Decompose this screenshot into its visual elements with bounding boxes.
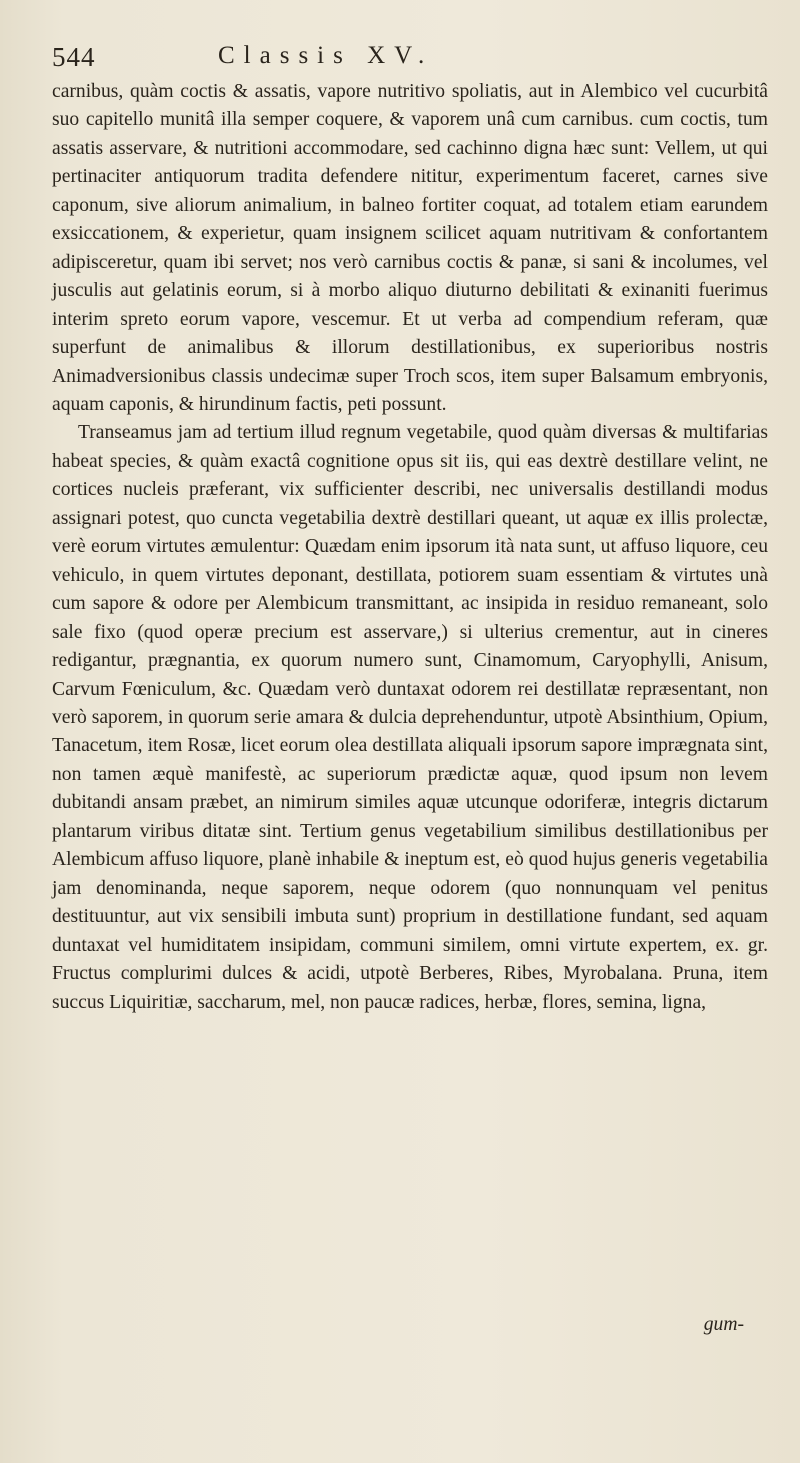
running-head: Classis XV. — [218, 42, 434, 69]
paragraph: Transeamus jam ad tertium illud regnum vegetabile, quod quàm diversas & multifarias habeat species, & quàm exactâ cognitione opus sit iis, qui eas dextrè destillare velint, ne cortices nucleis præferant, vix sufficienter describi, nec universalis destillandi modus assignari potest, quo cuncta vegetabilia dextrè destillari queant, ut aquæ ex illis prolectæ, verè eorum virtutes æmulentur: Quædam enim ipsorum ità nata sunt, ut affuso liquore, ceu vehiculo, in quem virtutes deponant, destillata, potiorem suam essentiam & virtutes unà cum sapore & odore per Alembicum transmittant, ac insipida in residuo remaneant, solo sale fixo (quod operæ precium est asservare,) si ulterius crementur, aut in cineres redigantur, prægnantia, ex quorum numero sunt, Cinamomum, Caryophylli, Anisum, Carvum Fœniculum, &c. Quædam verò duntaxat odorem rei destillatæ repræsentant, non verò saporem, in quorum serie amara & dulcia deprehenduntur, utpotè Absinthium, Opium, Tanacetum, item Rosæ, licet eorum olea destillata aliquali ipsorum sapore imprægnata sint, non tamen æquè manifestè, ac superiorum prædictæ aquæ, quod ipsum non levem dubitandi ansam præbet, an nimirum similes aquæ utcunque odoriferæ, integris dictarum plantarum viribus ditatæ sint. Tertium genus vegetabilium similibus destillationibus per Alembicum affuso liquore, planè inhabile & ineptum est, eò quod hujus generis vegetabilia jam denominanda, neque saporem, neque odorem (quo nonnunquam vel penitus destituuntur, aut vix sensibili imbuta sunt) proprium in destillatione fundant, sed aquam duntaxat vel humiditatem insipidam, communi similem, omni virtute expertem, ex. gr. Fructus complurimi dulces & acidi, utpotè Berberes, Ribes, Myrobalana. Pruna, item succus Liquiritiæ, saccharum, mel, non paucæ radices, herbæ, flores, semina, ligna, — [52, 422, 768, 1013]
paragraph: carnibus, quàm coctis & assatis, vapore nutritivo spoliatis, aut in Alembico vel cucurbitâ suo capitello munitâ illa semper coquere, & vaporem unâ cum carnibus. cum coctis, tum assatis asservare, & nutritioni accommodare, sed cachinno digna hæc sunt: Vellem, ut qui pertinaciter antiquorum tradita defendere nititur, experimentum faceret, carnes sive caponum, sive aliorum animalium, in balneo fortiter coquat, ad totalem etiam earundem exsiccationem, & experietur, quam insignem scilicet aquam nutritivam & confortantem adipisceretur, quam ibi servet; nos verò carnibus coctis & panæ, si sani & incolumes, vel jusculis aut gelatinis eorum, si à morbo aliquo diuturno debilitati & exinaniti fuerimus interim spreto eorum vapore, vescemur. Et ut verba ad compendium referam, quæ superfunt de animalibus & illorum destillationibus, ex superioribus nostris Animadversionibus classis undecimæ super Troch scos, item super Balsamum embryonis, aquam caponis, & hirundinum factis, peti possunt. — [52, 81, 768, 415]
catchword-row — [52, 1314, 768, 1336]
page-number: 544 — [52, 42, 96, 72]
body-text — [52, 78, 768, 1017]
catchword: gum- — [703, 1314, 744, 1335]
page-header — [52, 40, 760, 76]
